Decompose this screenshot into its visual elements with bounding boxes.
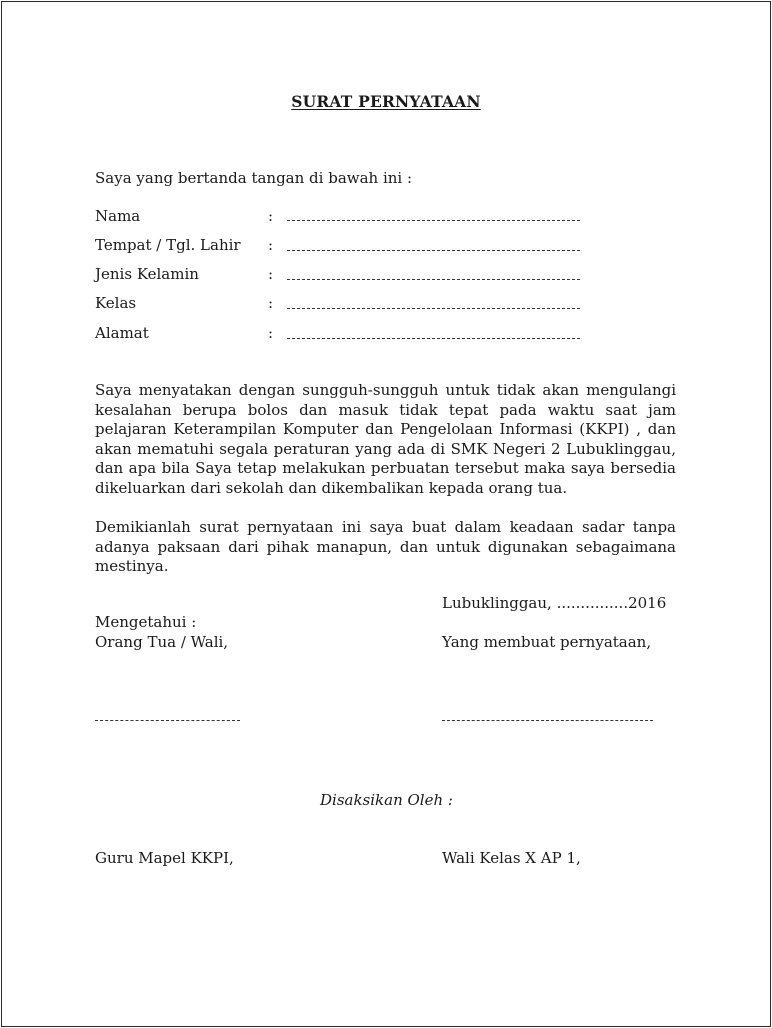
document-title <box>0 92 772 111</box>
field-blank-line-alamat <box>287 338 580 339</box>
document-page <box>1 1 771 1027</box>
parent-signature-line <box>95 720 240 721</box>
witness-heading: Disaksikan Oleh : <box>320 791 453 809</box>
place-date: Lubuklinggau, ...............2016 <box>442 594 667 612</box>
field-label-alamat: Alamat <box>95 324 149 342</box>
statement-paragraph: Saya menyatakan dengan sungguh-sungguh untuk tidak akan mengulangi kesalahan berupa bolos dan masuk tidak tepat pada waktu saat jam pelajaran Keterampilan Komputer dan Pengelolaan Informasi (KKPI) , dan akan mematuhi segala peraturan yang ada di SMK Negeri 2 Lubuklinggau, dan apa bila Saya tetap melakukan perbuatan tersebut maka saya bersedia dikeluarkan dari sekolah dan dikembalikan kepada orang tua. <box>95 381 676 497</box>
maker-signature-label: Yang membuat pernyataan, <box>442 633 652 651</box>
field-label-nama: Nama <box>95 207 141 225</box>
field-blank-line-kelas <box>287 308 580 309</box>
field-blank-line-tempat-tgl-lahir <box>287 250 580 251</box>
parent-signature-label: Orang Tua / Wali, <box>95 633 229 651</box>
closing-paragraph: Demikianlah surat pernyataan ini saya buat dalam keadaan sadar tanpa adanya paksaan dari pihak manapun, dan untuk digunakan sebagaimana mestinya. <box>95 518 676 575</box>
field-colon: : <box>268 236 274 254</box>
field-colon: : <box>268 324 274 342</box>
field-label-jenis-kelamin: Jenis Kelamin <box>95 265 199 283</box>
field-blank-line-nama <box>287 220 580 221</box>
field-label-tempat-tgl-lahir: Tempat / Tgl. Lahir <box>95 236 241 254</box>
field-colon: : <box>268 265 274 283</box>
intro-text: Saya yang bertanda tangan di bawah ini : <box>95 169 413 187</box>
mengetahui-label: Mengetahui : <box>95 613 197 631</box>
field-colon: : <box>268 294 274 312</box>
maker-signature-line <box>442 720 653 721</box>
homeroom-signature-label: Wali Kelas X AP 1, <box>442 849 581 867</box>
field-colon: : <box>268 207 274 225</box>
teacher-signature-label: Guru Mapel KKPI, <box>95 849 234 867</box>
field-blank-line-jenis-kelamin <box>287 279 580 280</box>
field-label-kelas: Kelas <box>95 294 137 312</box>
document-title-text: SURAT PERNYATAAN <box>291 92 481 111</box>
